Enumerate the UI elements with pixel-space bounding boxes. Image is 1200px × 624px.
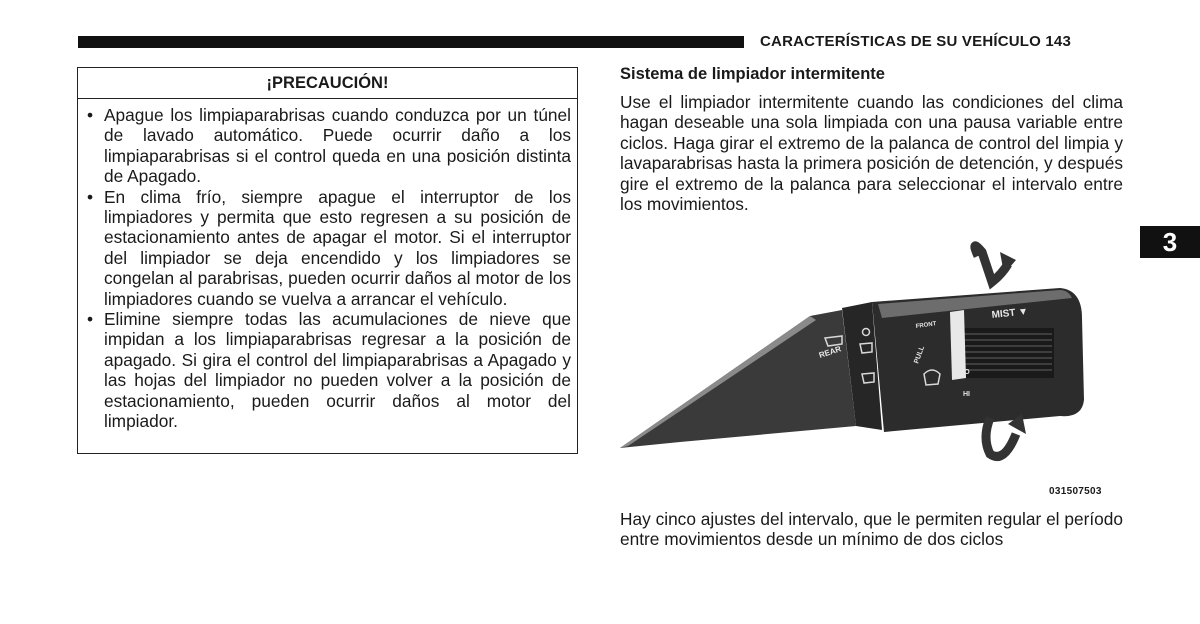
caution-box bbox=[77, 67, 578, 454]
wiper-lever-illustration bbox=[620, 228, 1122, 500]
section-paragraph-2: Hay cinco ajustes del intervalo, que le permiten regular el período entre movimientos desde un mínimo de dos ciclos bbox=[620, 509, 1123, 550]
section-title: Sistema de limpiador intermitente bbox=[620, 65, 885, 83]
front-label: FRONT bbox=[915, 321, 937, 330]
header-rule bbox=[78, 36, 744, 48]
mist-label: MIST ▼ bbox=[991, 306, 1029, 321]
rear-label: REAR bbox=[817, 344, 843, 360]
pull-label: PULL bbox=[913, 345, 927, 365]
page-header: CARACTERÍSTICAS DE SU VEHÍCULO 143 bbox=[760, 33, 1072, 50]
caution-item: • Elimine siempre todas las acumulaciones de nieve que impidan a los limpiaparabrisas regresar a la posición de apagado. Si gira el control del limpiaparabrisas a Apagado y las hojas del limpiador no pueden volver a la posición de estacionamiento, pueden ocurrir daños al motor del limpiador. bbox=[104, 309, 571, 431]
caution-title: ¡PRECAUCIÓN! bbox=[78, 68, 577, 99]
lo-label: LO bbox=[960, 369, 970, 376]
caution-item: • Apague los limpiaparabrisas cuando conduzca por un túnel de lavado automático. Puede ocurrir daño a los limpiaparabrisas si el control queda en una posición distinta de Apagado. bbox=[104, 105, 571, 187]
section-paragraph: Use el limpiador intermitente cuando las condiciones del clima hagan deseable una sola limpiada con una pausa variable entre ciclos. Haga girar el extremo de la palanca de control del limpia y lavaparabrisas hasta la primera posición de detención, y después gire el extremo de la palanca para seleccionar el intervalo entre los movimientos. bbox=[620, 92, 1123, 215]
caution-item: • En clima frío, siempre apague el interruptor de los limpiadores y permita que esto regresen a su posición de estacionamiento antes de apagar el motor. Si el interruptor del limpiador se deja encendido y los limpiadores se congelan al parabrisas, pueden ocurrir daños al motor de los limpiadores cuando se vuelva a arrancar el vehículo. bbox=[104, 187, 571, 309]
hi-label: HI bbox=[963, 391, 970, 398]
figure-id: 031507503 bbox=[1049, 486, 1102, 497]
caution-list bbox=[78, 99, 577, 432]
chapter-tab: 3 bbox=[1140, 226, 1200, 258]
